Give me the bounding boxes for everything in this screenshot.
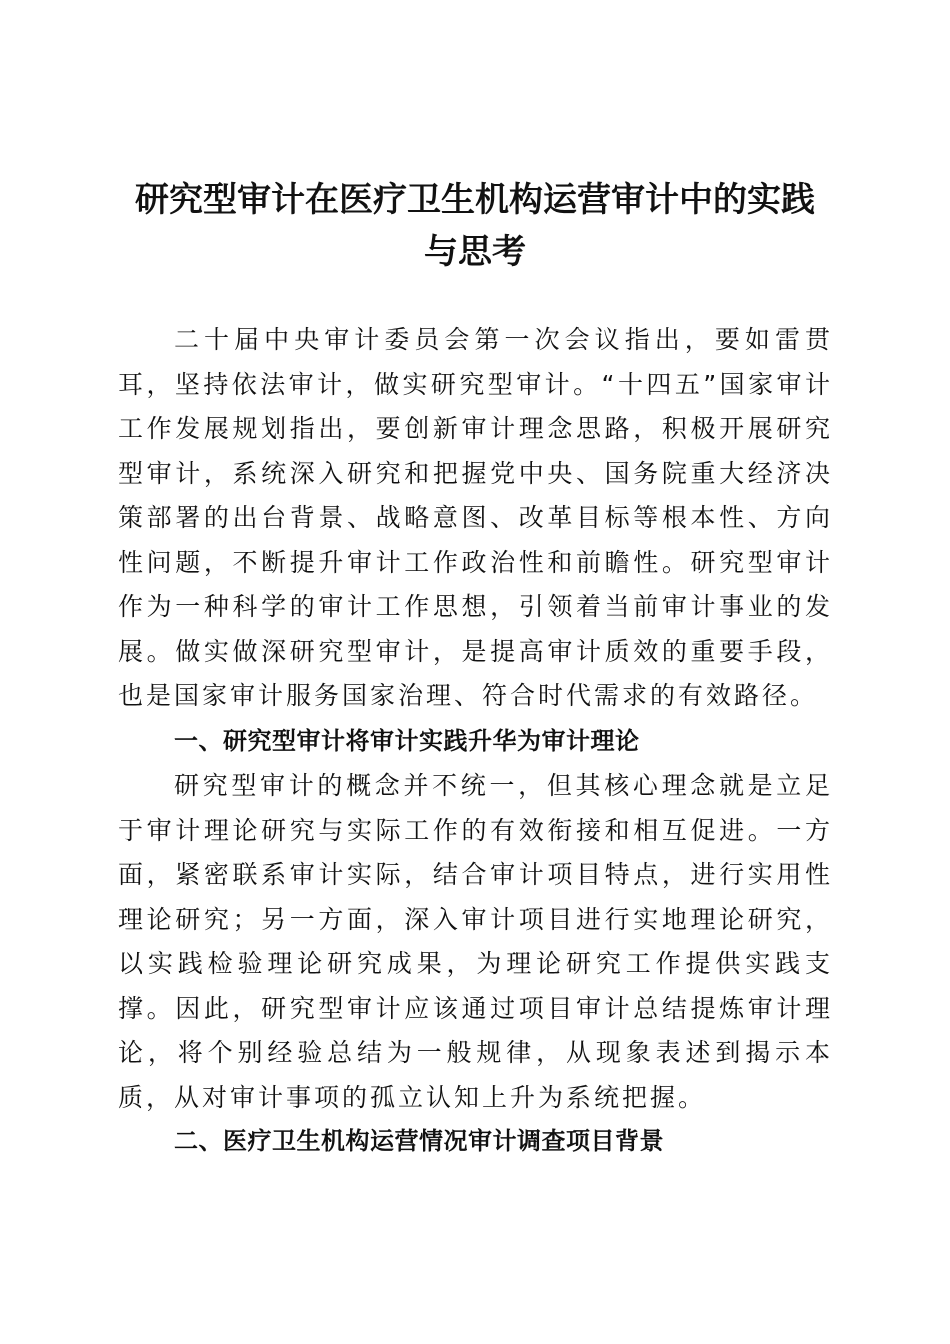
title-line-1: 研究型审计在医疗卫生机构运营审计中的实践: [135, 180, 815, 220]
title-line-2: 与思考: [424, 232, 526, 272]
section-heading-1: 一、研究型审计将审计实践升华为审计理论: [174, 727, 640, 755]
document-title: [100, 174, 850, 278]
paragraph-intro: 二十届中央审计委员会第一次会议指出，要如雷贯耳，坚持依法审计，做实研究型审计。“十四五”国家审计工作发展规划指出，要创新审计理念思路，积极开展研究型审计，系统深入研究和把握党中央、国务院重大经济决策部署的出台背景、战略意图、改革目标等根本性、方向性问题，不断提升审计工作政治性和前瞻性。研究型审计作为一种科学的审计工作思想，引领着当前审计事业的发展。做实做深研究型审计，是提高审计质效的重要手段，也是国家审计服务国家治理、符合时代需求的有效路径。: [118, 325, 833, 710]
section-heading-2: 二、医疗卫生机构运营情况审计调查项目背景: [174, 1127, 664, 1155]
paragraph-section-1: 研究型审计的概念并不统一，但其核心理念就是立足于审计理论研究与实际工作的有效衔接和相互促进。一方面，紧密联系审计实际，结合审计项目特点，进行实用性理论研究；另一方面，深入审计项目进行实地理论研究，以实践检验理论研究成果，为理论研究工作提供实践支撑。因此，研究型审计应该通过项目审计总结提炼审计理论，将个别经验总结为一般规律，从现象表述到揭示本质，从对审计事项的孤立认知上升为系统把握。: [118, 771, 833, 1112]
